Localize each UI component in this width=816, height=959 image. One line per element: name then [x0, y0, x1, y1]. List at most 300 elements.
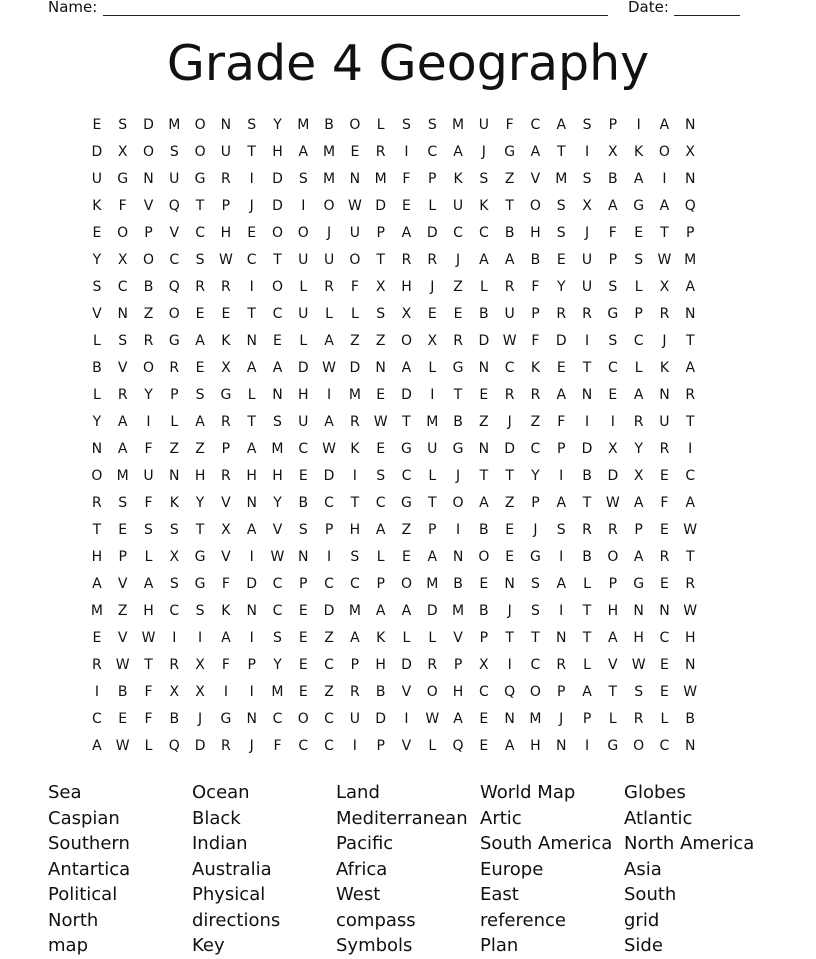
grid-letter[interactable]: X [582, 198, 592, 214]
grid-letter[interactable]: R [530, 387, 541, 403]
grid-letter[interactable]: U [504, 306, 515, 322]
grid-letter[interactable]: L [376, 549, 385, 565]
grid-letter[interactable]: P [531, 306, 540, 322]
grid-letter[interactable]: I [559, 549, 564, 565]
grid-letter[interactable]: O [323, 198, 335, 214]
grid-letter[interactable]: N [169, 468, 180, 484]
grid-letter[interactable]: G [452, 441, 464, 457]
grid-letter[interactable]: V [272, 522, 283, 538]
grid-letter[interactable]: T [685, 414, 695, 430]
grid-letter[interactable]: T [685, 549, 695, 565]
grid-letter[interactable]: U [298, 306, 309, 322]
grid-letter[interactable]: S [169, 522, 179, 538]
grid-letter[interactable]: I [249, 171, 254, 187]
grid-letter[interactable]: M [90, 603, 103, 619]
grid-letter[interactable]: O [400, 576, 412, 592]
grid-letter[interactable]: U [349, 711, 360, 727]
grid-letter[interactable]: P [376, 576, 385, 592]
grid-letter[interactable]: N [684, 738, 696, 754]
grid-letter[interactable]: C [453, 225, 463, 241]
grid-letter[interactable]: B [324, 117, 334, 133]
grid-letter[interactable]: F [144, 441, 153, 457]
grid-letter[interactable]: P [221, 441, 231, 457]
grid-letter[interactable]: R [221, 414, 231, 430]
grid-letter[interactable]: A [401, 225, 412, 241]
grid-letter[interactable]: I [662, 171, 667, 187]
grid-letter[interactable]: D [478, 333, 490, 349]
grid-letter[interactable]: M [323, 171, 336, 187]
grid-letter[interactable]: H [91, 549, 103, 565]
grid-letter[interactable]: T [144, 657, 153, 673]
grid-letter[interactable]: T [427, 495, 437, 511]
grid-letter[interactable]: A [427, 549, 438, 565]
grid-letter[interactable]: L [402, 630, 411, 646]
grid-letter[interactable]: M [323, 144, 336, 160]
grid-letter[interactable]: F [221, 657, 230, 673]
grid-letter[interactable]: U [452, 198, 464, 214]
grid-letter[interactable]: G [401, 495, 412, 511]
grid-letter[interactable]: A [659, 198, 670, 214]
grid-letter[interactable]: R [169, 360, 180, 376]
grid-letter[interactable]: C [401, 468, 412, 484]
grid-letter[interactable]: W [115, 657, 130, 673]
grid-letter[interactable]: E [453, 306, 463, 322]
grid-letter[interactable]: O [117, 225, 129, 241]
grid-letter[interactable]: I [249, 630, 254, 646]
grid-letter[interactable]: E [660, 657, 669, 673]
date-blank-line[interactable] [674, 15, 740, 16]
grid-letter[interactable]: F [505, 117, 514, 133]
grid-letter[interactable]: N [684, 117, 696, 133]
grid-letter[interactable]: G [633, 198, 645, 214]
grid-letter[interactable]: M [426, 576, 439, 592]
grid-letter[interactable]: A [504, 252, 515, 268]
grid-letter[interactable]: A [633, 495, 644, 511]
grid-letter[interactable]: U [143, 468, 154, 484]
grid-letter[interactable]: H [220, 225, 232, 241]
grid-letter[interactable]: O [529, 684, 541, 700]
grid-letter[interactable]: G [117, 171, 129, 187]
grid-letter[interactable]: C [195, 225, 205, 241]
grid-letter[interactable]: R [92, 495, 102, 511]
grid-letter[interactable]: V [221, 495, 231, 511]
grid-letter[interactable]: G [220, 387, 232, 403]
grid-letter[interactable]: Z [350, 333, 360, 349]
grid-letter[interactable]: B [504, 225, 515, 241]
grid-letter[interactable]: L [660, 711, 669, 727]
grid-letter[interactable]: I [249, 279, 254, 295]
grid-letter[interactable]: U [659, 414, 670, 430]
grid-letter[interactable]: R [427, 252, 438, 268]
grid-letter[interactable]: H [194, 468, 206, 484]
grid-letter[interactable]: S [634, 252, 644, 268]
grid-letter[interactable]: R [221, 279, 231, 295]
grid-letter[interactable]: A [298, 144, 309, 160]
grid-letter[interactable]: R [195, 279, 205, 295]
grid-letter[interactable]: O [194, 117, 206, 133]
grid-letter[interactable]: H [401, 279, 412, 295]
grid-letter[interactable]: T [531, 630, 540, 646]
grid-letter[interactable]: L [170, 414, 179, 430]
grid-letter[interactable]: E [479, 711, 489, 727]
grid-letter[interactable]: B [479, 603, 489, 619]
grid-letter[interactable]: C [324, 738, 334, 754]
grid-letter[interactable]: N [556, 630, 567, 646]
grid-letter[interactable]: O [142, 144, 154, 160]
grid-letter[interactable]: S [608, 333, 618, 349]
grid-letter[interactable]: R [504, 279, 515, 295]
grid-letter[interactable]: F [144, 684, 153, 700]
grid-letter[interactable]: U [323, 252, 335, 268]
grid-letter[interactable]: W [502, 333, 517, 349]
grid-letter[interactable]: D [323, 603, 335, 619]
grid-letter[interactable]: B [453, 576, 463, 592]
grid-letter[interactable]: H [530, 738, 541, 754]
grid-letter[interactable]: K [530, 360, 541, 376]
grid-letter[interactable]: C [324, 495, 334, 511]
grid-letter[interactable]: S [479, 171, 489, 187]
grid-letter[interactable]: N [91, 441, 103, 457]
grid-letter[interactable]: L [144, 549, 153, 565]
grid-letter[interactable]: C [633, 333, 644, 349]
grid-letter[interactable]: A [272, 360, 283, 376]
grid-letter[interactable]: G [401, 441, 412, 457]
grid-letter[interactable]: B [479, 306, 489, 322]
grid-letter[interactable]: W [657, 252, 672, 268]
grid-letter[interactable]: A [117, 441, 128, 457]
grid-letter[interactable]: G [194, 576, 206, 592]
grid-letter[interactable]: A [582, 684, 592, 700]
grid-letter[interactable]: T [195, 522, 205, 538]
grid-letter[interactable]: N [246, 603, 257, 619]
grid-letter[interactable]: S [556, 522, 566, 538]
grid-letter[interactable]: A [246, 522, 257, 538]
grid-letter[interactable]: A [556, 576, 567, 592]
grid-letter[interactable]: C [504, 360, 515, 376]
grid-letter[interactable]: A [479, 495, 489, 511]
grid-letter[interactable]: C [246, 252, 257, 268]
grid-letter[interactable]: C [298, 441, 309, 457]
grid-letter[interactable]: T [247, 414, 256, 430]
grid-letter[interactable]: V [92, 306, 102, 322]
grid-letter[interactable]: E [298, 468, 308, 484]
grid-letter[interactable]: W [270, 549, 285, 565]
grid-letter[interactable]: Z [195, 441, 205, 457]
grid-letter[interactable]: R [221, 738, 231, 754]
grid-letter[interactable]: T [402, 414, 411, 430]
grid-letter[interactable]: J [533, 522, 538, 538]
grid-letter[interactable]: I [584, 144, 590, 160]
grid-letter[interactable]: H [298, 387, 309, 403]
grid-letter[interactable]: Q [452, 738, 464, 754]
grid-letter[interactable]: D [375, 711, 387, 727]
grid-letter[interactable]: J [249, 738, 254, 754]
grid-letter[interactable]: I [559, 603, 564, 619]
grid-letter[interactable]: H [246, 468, 257, 484]
grid-letter[interactable]: D [607, 468, 619, 484]
grid-letter[interactable]: S [273, 630, 282, 646]
grid-letter[interactable]: Z [504, 171, 515, 187]
grid-letter[interactable]: R [582, 522, 592, 538]
grid-letter[interactable]: P [247, 657, 256, 673]
grid-letter[interactable]: S [402, 117, 411, 133]
grid-letter[interactable]: E [608, 387, 618, 403]
grid-letter[interactable]: Z [453, 279, 463, 295]
grid-letter[interactable]: F [118, 198, 127, 214]
grid-letter[interactable]: O [297, 225, 309, 241]
grid-letter[interactable]: Q [168, 279, 180, 295]
grid-letter[interactable]: D [401, 387, 412, 403]
grid-letter[interactable]: T [556, 144, 566, 160]
grid-letter[interactable]: Z [143, 306, 154, 322]
grid-letter[interactable]: N [272, 387, 283, 403]
grid-letter[interactable]: Y [144, 387, 153, 403]
grid-letter[interactable]: M [348, 387, 361, 403]
grid-letter[interactable]: R [659, 441, 670, 457]
grid-letter[interactable]: N [684, 657, 696, 673]
grid-letter[interactable]: P [221, 198, 231, 214]
grid-letter[interactable]: I [249, 549, 254, 565]
grid-letter[interactable]: G [607, 738, 619, 754]
grid-letter[interactable]: O [607, 549, 619, 565]
grid-letter[interactable]: N [143, 171, 154, 187]
grid-letter[interactable]: F [273, 738, 282, 754]
grid-letter[interactable]: G [194, 549, 206, 565]
grid-letter[interactable]: X [195, 684, 205, 700]
grid-letter[interactable]: E [247, 225, 257, 241]
grid-letter[interactable]: E [118, 711, 128, 727]
grid-letter[interactable]: J [455, 468, 461, 484]
grid-letter[interactable]: R [556, 306, 567, 322]
grid-letter[interactable]: O [91, 468, 103, 484]
grid-letter[interactable]: U [169, 171, 180, 187]
grid-letter[interactable]: G [452, 360, 464, 376]
grid-letter[interactable]: N [246, 333, 257, 349]
grid-letter[interactable]: K [350, 441, 360, 457]
grid-letter[interactable]: Y [195, 495, 205, 511]
grid-letter[interactable]: E [92, 630, 102, 646]
grid-letter[interactable]: X [633, 468, 644, 484]
grid-letter[interactable]: L [634, 360, 643, 376]
grid-letter[interactable]: P [453, 657, 463, 673]
grid-letter[interactable]: M [452, 117, 465, 133]
grid-letter[interactable]: F [221, 576, 230, 592]
grid-letter[interactable]: O [529, 198, 541, 214]
grid-letter[interactable]: A [685, 279, 696, 295]
grid-letter[interactable]: R [221, 171, 231, 187]
grid-letter[interactable]: S [582, 171, 592, 187]
grid-letter[interactable]: T [92, 522, 102, 538]
grid-letter[interactable]: A [633, 171, 644, 187]
grid-letter[interactable]: E [298, 657, 308, 673]
grid-letter[interactable]: K [659, 360, 670, 376]
grid-letter[interactable]: D [297, 360, 309, 376]
grid-letter[interactable]: T [247, 144, 256, 160]
grid-letter[interactable]: X [117, 252, 128, 268]
grid-letter[interactable]: I [94, 684, 99, 700]
grid-letter[interactable]: E [505, 549, 515, 565]
grid-letter[interactable]: U [427, 441, 438, 457]
grid-letter[interactable]: D [91, 144, 103, 160]
grid-letter[interactable]: D [272, 171, 283, 187]
grid-letter[interactable]: S [531, 576, 540, 592]
grid-letter[interactable]: S [634, 684, 644, 700]
grid-letter[interactable]: D [349, 360, 361, 376]
grid-letter[interactable]: N [246, 711, 257, 727]
grid-letter[interactable]: U [478, 117, 489, 133]
grid-letter[interactable]: B [530, 252, 541, 268]
grid-letter[interactable]: C [530, 441, 541, 457]
grid-letter[interactable]: K [169, 495, 179, 511]
grid-letter[interactable]: T [273, 252, 282, 268]
grid-letter[interactable]: H [530, 225, 541, 241]
grid-letter[interactable]: G [607, 306, 619, 322]
grid-letter[interactable]: V [530, 171, 541, 187]
grid-letter[interactable]: S [273, 414, 282, 430]
grid-letter[interactable]: T [505, 468, 514, 484]
grid-letter[interactable]: A [556, 117, 567, 133]
grid-letter[interactable]: N [478, 360, 490, 376]
grid-letter[interactable]: A [92, 738, 102, 754]
grid-letter[interactable]: E [479, 387, 489, 403]
grid-letter[interactable]: B [608, 171, 618, 187]
grid-letter[interactable]: N [504, 576, 515, 592]
grid-letter[interactable]: I [584, 414, 590, 430]
grid-letter[interactable]: O [426, 684, 438, 700]
grid-letter[interactable]: L [634, 279, 643, 295]
grid-letter[interactable]: A [375, 603, 386, 619]
grid-letter[interactable]: A [556, 495, 567, 511]
grid-letter[interactable]: Z [504, 495, 515, 511]
grid-letter[interactable]: C [427, 144, 438, 160]
grid-letter[interactable]: B [685, 711, 696, 727]
grid-letter[interactable]: H [349, 522, 361, 538]
grid-letter[interactable]: K [221, 333, 231, 349]
grid-letter[interactable]: O [452, 495, 464, 511]
grid-letter[interactable]: H [375, 657, 386, 673]
grid-letter[interactable]: I [327, 549, 332, 565]
grid-letter[interactable]: S [582, 117, 592, 133]
grid-letter[interactable]: E [350, 144, 360, 160]
grid-letter[interactable]: C [92, 711, 102, 727]
grid-letter[interactable]: Y [634, 441, 643, 457]
grid-letter[interactable]: F [660, 495, 669, 511]
grid-letter[interactable]: F [350, 279, 359, 295]
grid-letter[interactable]: N [375, 360, 386, 376]
grid-letter[interactable]: T [505, 198, 514, 214]
grid-letter[interactable]: S [118, 117, 128, 133]
grid-letter[interactable]: U [581, 252, 593, 268]
grid-letter[interactable]: T [350, 495, 360, 511]
grid-letter[interactable]: W [683, 603, 698, 619]
grid-letter[interactable]: H [633, 630, 644, 646]
grid-letter[interactable]: W [605, 495, 620, 511]
grid-letter[interactable]: B [92, 360, 102, 376]
grid-letter[interactable]: S [427, 117, 437, 133]
grid-letter[interactable]: J [662, 333, 667, 349]
grid-letter[interactable]: G [633, 576, 645, 592]
grid-letter[interactable]: L [608, 711, 617, 727]
grid-letter[interactable]: S [195, 252, 205, 268]
grid-letter[interactable]: I [249, 684, 254, 700]
grid-letter[interactable]: S [247, 117, 257, 133]
grid-letter[interactable]: S [531, 603, 540, 619]
grid-letter[interactable]: P [428, 522, 437, 538]
grid-letter[interactable]: W [631, 657, 646, 673]
grid-letter[interactable]: T [479, 468, 489, 484]
grid-letter[interactable]: P [634, 522, 643, 538]
grid-letter[interactable]: O [194, 144, 206, 160]
grid-letter[interactable]: S [556, 198, 566, 214]
grid-letter[interactable]: F [531, 333, 540, 349]
grid-letter[interactable]: A [246, 441, 257, 457]
grid-letter[interactable]: B [453, 414, 463, 430]
grid-letter[interactable]: F [402, 171, 411, 187]
grid-letter[interactable]: S [118, 495, 128, 511]
grid-letter[interactable]: T [582, 495, 592, 511]
grid-letter[interactable]: E [92, 225, 102, 241]
grid-letter[interactable]: O [658, 144, 670, 160]
grid-letter[interactable]: E [118, 522, 128, 538]
grid-letter[interactable]: S [556, 225, 566, 241]
grid-letter[interactable]: H [143, 603, 154, 619]
grid-letter[interactable]: N [659, 387, 670, 403]
grid-letter[interactable]: S [608, 279, 618, 295]
grid-letter[interactable]: Y [273, 657, 282, 673]
grid-letter[interactable]: N [117, 306, 128, 322]
grid-letter[interactable]: L [428, 468, 437, 484]
grid-letter[interactable]: A [195, 414, 205, 430]
grid-letter[interactable]: F [144, 711, 153, 727]
grid-letter[interactable]: X [221, 522, 231, 538]
grid-letter[interactable]: R [143, 333, 154, 349]
grid-letter[interactable]: G [530, 549, 541, 565]
grid-letter[interactable]: S [298, 522, 308, 538]
grid-letter[interactable]: T [582, 603, 592, 619]
grid-letter[interactable]: P [350, 657, 360, 673]
grid-letter[interactable]: M [426, 414, 439, 430]
grid-letter[interactable]: V [169, 225, 180, 241]
grid-letter[interactable]: B [582, 468, 592, 484]
grid-letter[interactable]: O [168, 306, 180, 322]
grid-letter[interactable]: S [350, 549, 360, 565]
grid-letter[interactable]: L [299, 279, 308, 295]
grid-letter[interactable]: H [452, 684, 464, 700]
grid-letter[interactable]: C [272, 306, 283, 322]
grid-letter[interactable]: I [404, 711, 409, 727]
grid-letter[interactable]: G [194, 171, 206, 187]
grid-letter[interactable]: D [426, 225, 438, 241]
grid-letter[interactable]: M [452, 603, 465, 619]
grid-letter[interactable]: G [220, 711, 232, 727]
grid-letter[interactable]: I [559, 468, 564, 484]
grid-letter[interactable]: U [220, 144, 231, 160]
grid-letter[interactable]: L [92, 333, 101, 349]
grid-letter[interactable]: L [428, 198, 437, 214]
grid-letter[interactable]: P [557, 684, 566, 700]
grid-letter[interactable]: K [453, 171, 463, 187]
grid-letter[interactable]: P [428, 171, 437, 187]
grid-letter[interactable]: H [272, 144, 283, 160]
grid-letter[interactable]: R [659, 306, 670, 322]
grid-letter[interactable]: E [660, 522, 669, 538]
grid-letter[interactable]: E [556, 360, 566, 376]
grid-letter[interactable]: Z [324, 630, 334, 646]
grid-letter[interactable]: H [684, 630, 696, 646]
name-blank-line[interactable] [103, 15, 608, 16]
grid-letter[interactable]: W [683, 522, 698, 538]
grid-letter[interactable]: F [144, 495, 153, 511]
